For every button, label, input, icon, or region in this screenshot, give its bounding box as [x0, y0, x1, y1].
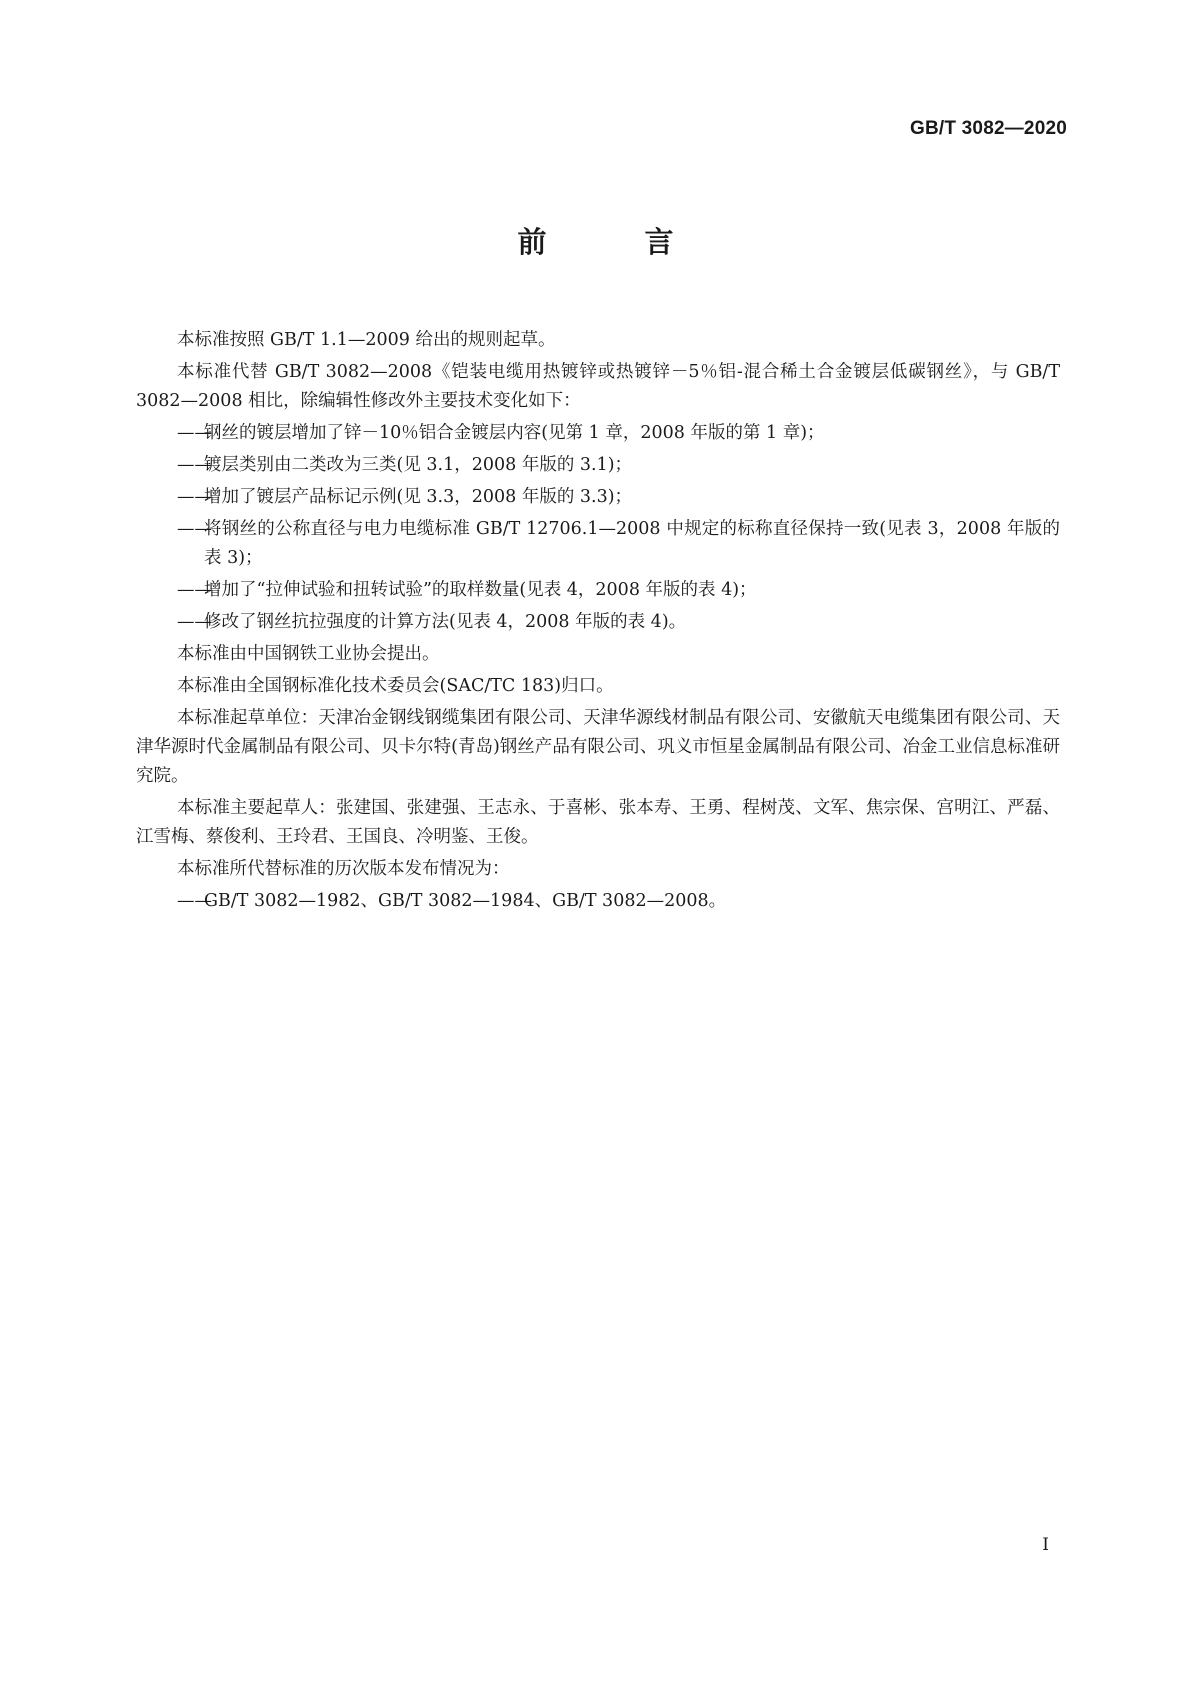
page-title: 前 言 — [517, 225, 718, 259]
dash-mark: —— — [177, 455, 212, 475]
list-item-text: 镀层类别由二类改为三类(见 3.1，2008 年版的 3.1)； — [204, 455, 633, 475]
list-item-text: 修改了钢丝抗拉强度的计算方法(见表 4，2008 年版的表 4)。 — [204, 612, 687, 632]
dash-mark: —— — [177, 487, 212, 507]
paragraph: 本标准代替 GB/T 3082—2008《铠装电缆用热镀锌或热镀锌－5％铝-混合稀土合金镀层低碳钢丝》，与 GB/T 3082—2008 相比，除编辑性修改外主要技术变化如下： — [136, 362, 1060, 411]
list-item — [136, 887, 1060, 916]
standard-number: GB/T 3082—2020 — [910, 118, 1067, 139]
list-item-text: 将钢丝的公称直径与电力电缆标准 GB/T 12706.1—2008 中规定的标称直径保持一致(见表 3，2008 年版的表 3)； — [204, 519, 1060, 568]
list-item-text: 钢丝的镀层增加了锌－10％铝合金镀层内容(见第 1 章，2008 年版的第 1 章)； — [204, 423, 825, 443]
page-number: I — [1042, 1535, 1049, 1555]
paragraph: 本标准主要起草人：张建国、张建强、王志永、于喜彬、张本寿、王勇、程树茂、文军、焦宗保、宫明江、严磊、江雪梅、蔡俊利、王玲君、王国良、冷明鉴、王俊。 — [136, 798, 1060, 847]
dash-mark: —— — [177, 891, 212, 911]
paragraph: 本标准由全国钢标准化技术委员会(SAC/TC 183)归口。 — [177, 676, 614, 696]
dash-mark: —— — [177, 519, 212, 539]
list-item-text: GB/T 3082—1982、GB/T 3082—1984、GB/T 3082—2008。 — [204, 891, 727, 911]
list-item — [136, 451, 1060, 480]
list-item — [136, 515, 1060, 573]
dash-mark: —— — [177, 580, 212, 600]
dash-mark: —— — [177, 612, 212, 632]
paragraph: 本标准按照 GB/T 1.1—2009 给出的规则起草。 — [177, 330, 556, 350]
paragraph: 本标准所代替标准的历次版本发布情况为： — [177, 859, 510, 879]
paragraph: 本标准由中国钢铁工业协会提出。 — [177, 644, 440, 664]
paragraph: 本标准起草单位：天津冶金钢线钢缆集团有限公司、天津华源线材制品有限公司、安徽航天电缆集团有限公司、天津华源时代金属制品有限公司、贝卡尔特(青岛)钢丝产品有限公司、巩义市恒星金属制品有限公司、冶金工业信息标准研究院。 — [136, 708, 1060, 786]
list-item-text: 增加了“拉伸试验和扭转试验”的取样数量(见表 4，2008 年版的表 4)； — [204, 580, 757, 600]
dash-mark: —— — [177, 423, 212, 443]
list-item — [136, 576, 1060, 605]
list-item-text: 增加了镀层产品标记示例(见 3.3，2008 年版的 3.3)； — [204, 487, 633, 507]
list-item — [136, 419, 1060, 448]
list-item — [136, 608, 1060, 637]
list-item — [136, 483, 1060, 512]
preface-body — [136, 326, 1060, 919]
